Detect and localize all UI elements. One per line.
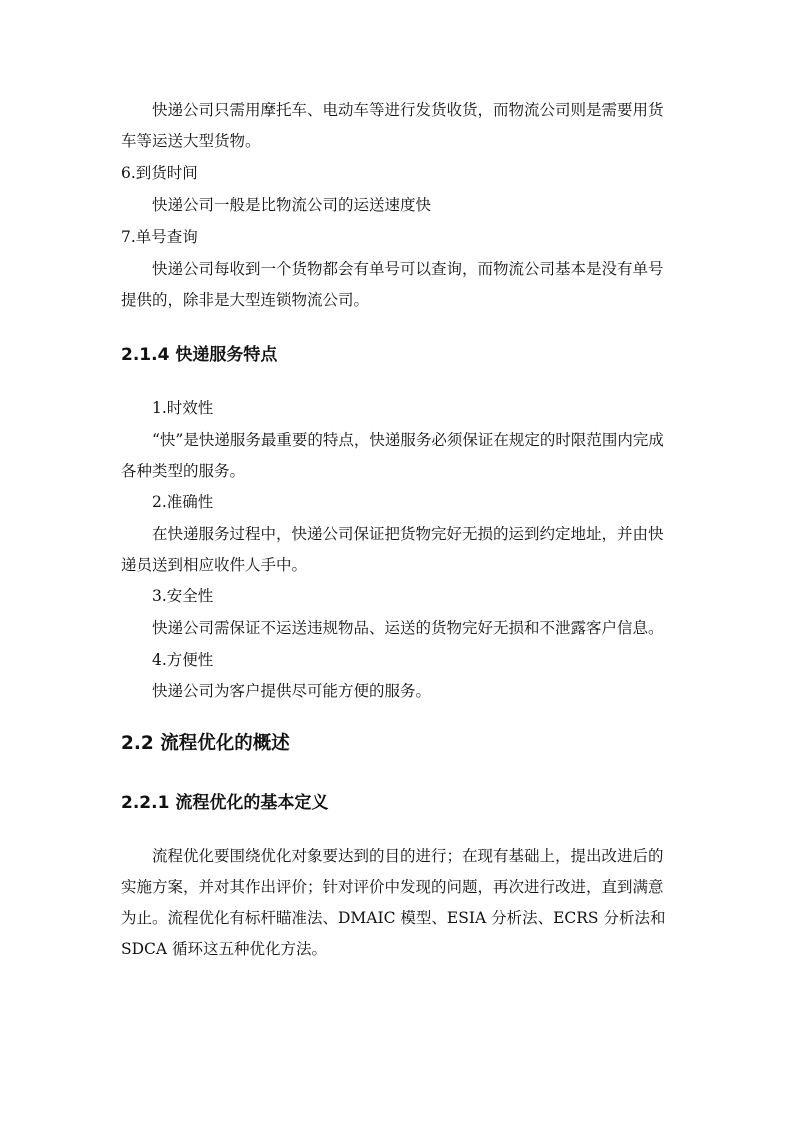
feature-2-label: 2.准确性 xyxy=(152,493,214,511)
definition-line-4: SDCA 循环这五种优化方法。 xyxy=(121,940,328,958)
feature-2-line-2: 递员送到相应收件人手中。 xyxy=(121,556,308,574)
item-6-label: 6.到货时间 xyxy=(121,164,198,182)
feature-1-line-2: 各种类型的服务。 xyxy=(121,462,246,480)
feature-4-line-1: 快递公司为客户提供尽可能方便的服务。 xyxy=(152,682,432,700)
item-7-line-1: 快递公司每收到一个货物都会有单号可以查询，而物流公司基本是没有单号 xyxy=(152,260,664,278)
feature-1-line-1: “快”是快递服务最重要的特点，快递服务必须保证在规定的时限范围内完成 xyxy=(152,431,664,449)
item-6-text: 快递公司一般是比物流公司的运送速度快 xyxy=(152,196,432,214)
feature-3-line-1: 快递公司需保证不运送违规物品、运送的货物完好无损和不泄露客户信息。 xyxy=(152,619,664,637)
definition-line-3: 为止。流程优化有标杆瞄准法、DMAIC 模型、ESIA 分析法、ECRS 分析法和 xyxy=(121,909,666,927)
intro-line-2: 车等运送大型货物。 xyxy=(121,132,261,150)
definition-line-1: 流程优化要围绕优化对象要达到的目的进行；在现有基础上，提出改进后的 xyxy=(152,847,664,865)
feature-4-label: 4.方便性 xyxy=(152,651,214,669)
feature-3-label: 3.安全性 xyxy=(152,587,214,605)
intro-line-1: 快递公司只需用摩托车、电动车等进行发货收货，而物流公司则是需要用货 xyxy=(152,101,664,119)
item-7-label: 7.单号查询 xyxy=(121,228,198,246)
item-7-line-2: 提供的，除非是大型连锁物流公司。 xyxy=(121,291,370,309)
feature-2-line-1: 在快递服务过程中，快递公司保证把货物完好无损的运到约定地址，并由快 xyxy=(152,525,664,543)
heading-2-2: 2.2 流程优化的概述 xyxy=(121,733,290,754)
heading-2-2-1: 2.2.1 流程优化的基本定义 xyxy=(121,793,329,813)
feature-1-label: 1.时效性 xyxy=(152,399,214,417)
heading-2-1-4: 2.1.4 快递服务特点 xyxy=(121,345,278,365)
definition-line-2: 实施方案，并对其作出评价；针对评价中发现的问题，再次进行改进，直到满意 xyxy=(121,878,664,896)
